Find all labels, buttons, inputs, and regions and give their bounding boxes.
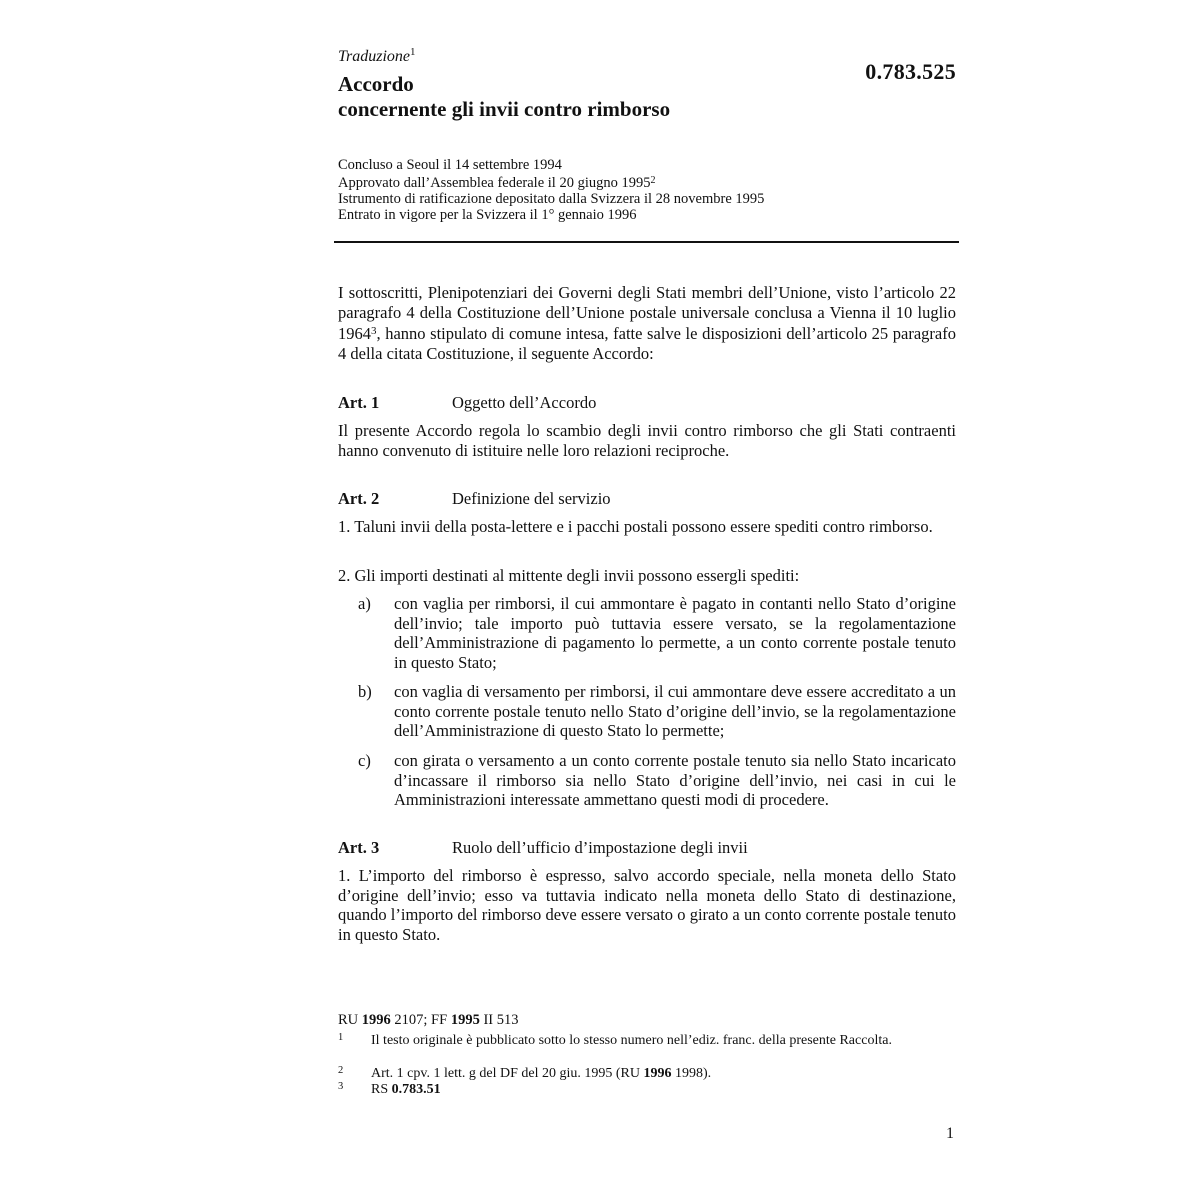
list-item-letter: b) (358, 682, 372, 701)
article-1-number: Art. 1 (338, 393, 380, 412)
footnote-mark-3[interactable]: 3 (371, 325, 377, 337)
preamble-text-2: , hanno stipulato di comune intesa, fatte salve le disposizioni dell’articolo 25 paragrafo 4 della citata Costituzione, il seguente Accordo: (338, 324, 956, 363)
footnote-bold-ref: 0.783.51 (391, 1082, 441, 1097)
title-line-1: Accordo (338, 72, 414, 96)
footnote-text (371, 1066, 948, 1081)
article-2-paragraph-1: 1. Taluni invii della posta-lettere e i pacchi postali possono essere spediti contro rimborso. (338, 517, 933, 536)
list-item-text: con girata o versamento a un conto corrente postale tenuto sia nello Stato incaricato d’incassare il rimborso sia nello Stato d’origine dell’invio, nei casi in cui le Amministrazioni interessate ammettano questi modi di procedere. (394, 751, 956, 809)
meta-approved (338, 173, 764, 191)
list-item-a (358, 594, 956, 672)
official-reference (338, 1012, 519, 1029)
article-3-heading (338, 838, 748, 858)
ref-ru-page: 2107; FF (390, 1012, 451, 1028)
article-2-heading (338, 489, 611, 509)
document-metadata (338, 157, 764, 223)
list-item-letter: c) (358, 751, 371, 770)
footnote-text-part: Art. 1 cpv. 1 lett. g del DF del 20 giu. 1995 (RU (371, 1066, 644, 1081)
article-1-title: Oggetto dell’Accordo (452, 393, 597, 412)
list-item-c (358, 751, 956, 810)
page-number: 1 (946, 1125, 954, 1142)
article-3-paragraph-1: 1. L’importo del rimborso è espresso, salvo accordo speciale, nella moneta dello Stato d’origine dell’invio; esso va tuttavia indicato nella moneta dello Stato di destinazione, quando l’importo del rimborso deve essere versato o girato a un conto corrente postale tenuto in questo Stato. (338, 866, 956, 944)
meta-in-force: Entrato in vigore per la Svizzera il 1° gennaio 1996 (338, 207, 637, 223)
article-1-paragraph: Il presente Accordo regola lo scambio degli invii contro rimborso che gli Stati contraenti hanno convenuto di istituire nelle loro relazioni reciproche. (338, 421, 956, 460)
footnote-number: 2 (338, 1065, 344, 1076)
translation-label (338, 46, 416, 66)
article-2-number: Art. 2 (338, 489, 380, 508)
list-item-text: con vaglia per rimborsi, il cui ammontare è pagato in contanti nello Stato d’origine dell’invio; tale importo può tuttavia essere versato, se la regolamentazione dell’Amministrazione di pagamento lo permette, a un conto corrente postale tenuto in questo Stato; (394, 594, 956, 672)
footnote-text (371, 1082, 948, 1097)
ref-ru-label: RU (338, 1012, 362, 1028)
title-line-2: concernente gli invii contro rimborso (338, 97, 671, 121)
footnote-1 (338, 1033, 948, 1048)
ref-ff-year: 1995 (450, 1012, 480, 1028)
footnote-number: 3 (338, 1081, 344, 1092)
footnote-text: Il testo originale è pubblicato sotto lo stesso numero nell’ediz. franc. della presente Raccolta. (371, 1033, 892, 1048)
meta-approved-text: Approvato dall’Assemblea federale il 20 giugno 1995 (338, 175, 651, 191)
list-item-letter: a) (358, 594, 371, 613)
header-divider (334, 241, 959, 243)
footnote-text-part: RS (371, 1082, 392, 1097)
list-item-b (358, 682, 956, 741)
ref-ff-rest: II 513 (479, 1012, 519, 1028)
sr-number: 0.783.525 (865, 59, 956, 84)
footnote-bold-year: 1996 (643, 1066, 672, 1081)
preamble (338, 283, 956, 363)
article-2-title: Definizione del servizio (452, 489, 611, 508)
ref-ru-year: 1996 (361, 1012, 391, 1028)
footnote-number: 1 (338, 1032, 344, 1043)
translation-label-text: Traduzione (338, 48, 411, 65)
footnote-3 (338, 1082, 948, 1097)
list-item-text: con vaglia di versamento per rimborsi, il cui ammontare deve essere accreditato a un conto corrente postale tenuto nello Stato d’origine dell’invio, se la regolamentazione dell’Amministrazione di questo Stato lo permette; (394, 682, 956, 740)
meta-ratification: Istrumento di ratificazione depositato dalla Svizzera il 28 novembre 1995 (338, 191, 765, 207)
footnote-text-part: 1998). (671, 1066, 712, 1081)
document-title (338, 72, 670, 122)
article-1-heading (338, 393, 596, 413)
article-2-paragraph-2: 2. Gli importi destinati al mittente degli invii possono essergli spediti: (338, 566, 800, 585)
meta-concluded: Concluso a Seoul il 14 settembre 1994 (338, 157, 562, 173)
article-3-number: Art. 3 (338, 838, 380, 857)
footnote-mark-1[interactable]: 1 (410, 46, 416, 58)
article-3-title: Ruolo dell’ufficio d’impostazione degli invii (452, 838, 748, 857)
preamble-text-1: I sottoscritti, Plenipotenziari dei Governi degli Stati membri dell’Unione, visto l’articolo 22 paragrafo 4 della Costituzione dell’Unione postale universale conclusa a Vienna il 10 luglio 1964 (338, 283, 956, 343)
footnote-mark-2[interactable]: 2 (650, 175, 656, 186)
footnote-2 (338, 1066, 948, 1081)
